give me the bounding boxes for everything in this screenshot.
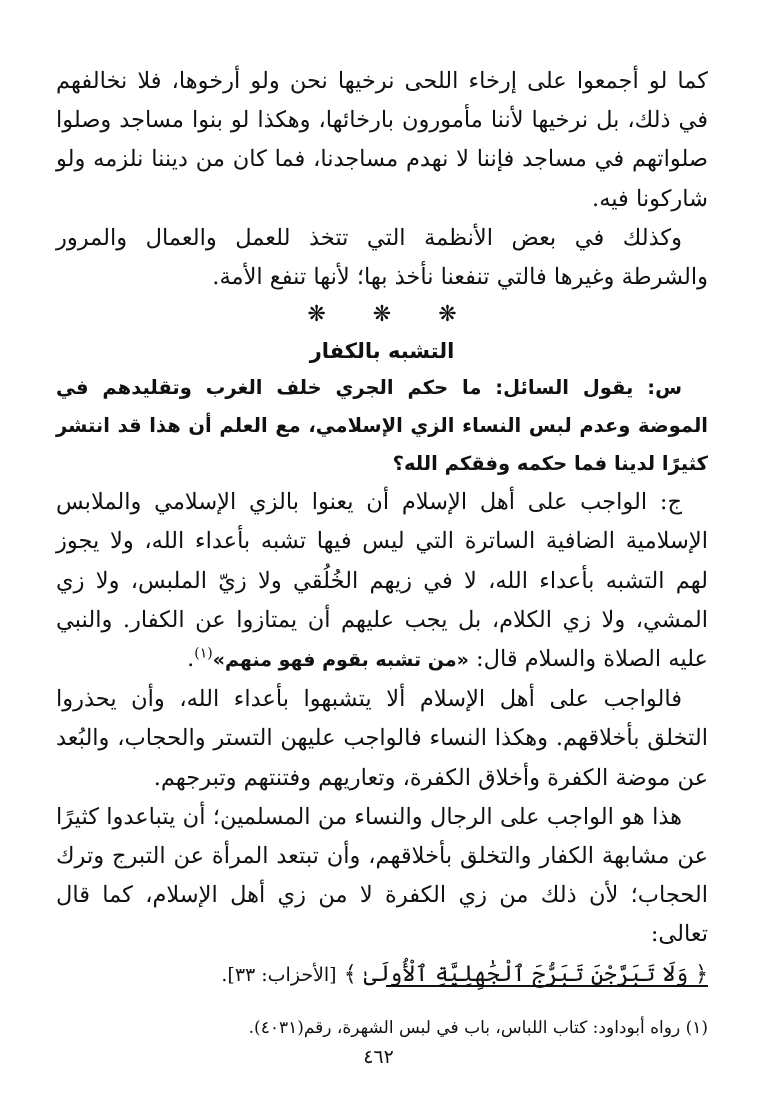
section-separator — [56, 297, 708, 333]
star-ornament: ❋ — [372, 302, 392, 328]
footnote-divider — [386, 985, 708, 987]
paragraph: فالواجب على أهل الإسلام ألا يتشبهوا بأعداء الله، وأن يحذروا التخلق بأخلاقهم. وهكذا النساء فالواجب عليهن التستر والحجاب، والبُعد عن موضة الكفرة وأخلاق الكفرة، وتعاريهم وفتنتهم وتبرجهم. — [56, 686, 708, 791]
answer-label: ج: — [659, 489, 682, 516]
question-text: يقول السائل: ما حكم الجري خلف الغرب وتقليدهم في الموضة وعدم لبس النساء الزي الإسلامي، مع العلم أن هذا قد انتشر كثيرًا لدينا فما حكمه وفقكم الله؟ — [56, 376, 708, 476]
page-number: ٤٦٢ — [363, 1046, 394, 1068]
paragraph: هذا هو الواجب على الرجال والنساء من المسلمين؛ أن يتباعدوا كثيرًا عن مشابهة الكفار والتخلق بأخلاقهم، وأن تبتعد المرأة عن التبرج وترك الحجاب؛ لأن ذلك من زي الكفرة لا من زي أهل الإسلام، كما قال تعالى: — [56, 803, 708, 948]
paragraph: وكذلك في بعض الأنظمة التي تتخذ للعمل والعمال والمرور والشرطة وغيرها فالتي تنفعنا نأخذ بها؛ لأنها تنفع الأمة. — [56, 224, 708, 291]
paragraph: كما لو أجمعوا على إرخاء اللحى نرخيها نحن ولو أرخوها، فلا نخالفهم في ذلك، بل نرخيها لأننا مأمورون بارخائها، وهكذا لو بنوا مساجد وصلوا صلواتهم في مساجد فإننا لا نهدم مساجدنا، فما كان من ديننا نلزمه ولو شاركونا فيه. — [56, 68, 708, 212]
question-label: س: — [647, 376, 682, 400]
star-ornament: ❋ — [438, 302, 457, 328]
quranic-verse-line — [56, 955, 708, 995]
answer-text: الواجب على أهل الإسلام أن يعنوا بالزي الإسلامي والملابس الإسلامية الضافية الساترة التي ليس فيها تشبه بأعداء الله، ولا يجوز لهم التشبه بأعداء الله، لا في زيهم الخُلُقي ولا زيّ الملبس، ولا زي المشي، ولا زي الكلام، بل يجب عليهم أن يمتازوا عن الكفار. والنبي عليه الصلاة والسلام قال: — [56, 489, 708, 673]
footnote-marker: (١) — [194, 645, 213, 662]
footnote: (١) رواه أبوداود: كتاب اللباس، باب في لبس الشهرة، رقم(٤٠٣١). — [248, 1018, 708, 1038]
page-body — [56, 62, 708, 995]
question — [56, 369, 708, 483]
hadith-quote: «من تشبه بقوم فهو منهم» — [212, 649, 469, 672]
quranic-verse: ﴿ وَلَا تَبَرَّجْنَ تَبَرُّجَ ٱلْجَٰهِلِيَّةِ ٱلْأُولَىٰ ﴾ — [343, 961, 708, 987]
star-ornament: ❋ — [307, 302, 326, 328]
answer-end: . — [187, 646, 195, 673]
answer — [56, 483, 708, 680]
section-title: التشبه بالكفار — [309, 339, 455, 364]
verse-reference: [الأحزاب: ٣٣]. — [221, 963, 337, 986]
